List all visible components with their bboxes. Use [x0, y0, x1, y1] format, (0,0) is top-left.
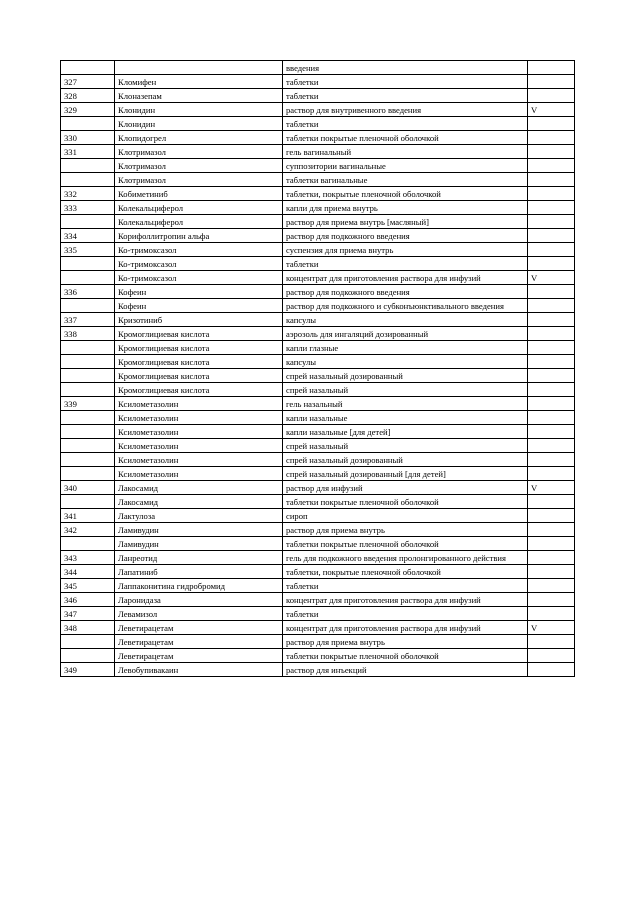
row-number-cell [61, 495, 115, 509]
drug-name-cell: Ксилометазолин [115, 453, 283, 467]
flag-cell [528, 201, 575, 215]
table-row [61, 285, 575, 299]
flag-cell [528, 397, 575, 411]
drug-name-cell: Ко-тримоксазол [115, 243, 283, 257]
row-number-cell: 330 [61, 131, 115, 145]
table-row [61, 495, 575, 509]
row-number-cell [61, 173, 115, 187]
drug-name-cell: Кромоглициевая кислота [115, 383, 283, 397]
drug-name-cell: Лакосамид [115, 495, 283, 509]
dosage-form-cell: таблетки вагинальные [283, 173, 528, 187]
row-number-cell [61, 159, 115, 173]
drug-name-cell: Клотримазол [115, 159, 283, 173]
drug-name-cell: Леветирацетам [115, 635, 283, 649]
drug-name-cell: Клонидин [115, 103, 283, 117]
dosage-form-cell: таблетки [283, 89, 528, 103]
flag-cell [528, 593, 575, 607]
row-number-cell [61, 649, 115, 663]
dosage-form-cell: таблетки [283, 75, 528, 89]
table-row [61, 621, 575, 635]
table-row [61, 453, 575, 467]
dosage-form-cell: капсулы [283, 313, 528, 327]
flag-cell [528, 425, 575, 439]
row-number-cell: 342 [61, 523, 115, 537]
table-row [61, 299, 575, 313]
row-number-cell: 340 [61, 481, 115, 495]
flag-cell: V [528, 271, 575, 285]
dosage-form-cell: капли глазные [283, 341, 528, 355]
flag-cell [528, 89, 575, 103]
flag-cell [528, 579, 575, 593]
dosage-form-cell: спрей назальный [283, 439, 528, 453]
row-number-cell: 328 [61, 89, 115, 103]
drug-name-cell: Лаппаконитина гидробромид [115, 579, 283, 593]
drug-name-cell: Кломифен [115, 75, 283, 89]
row-number-cell: 341 [61, 509, 115, 523]
drug-name-cell: Корифоллитропин альфа [115, 229, 283, 243]
flag-cell [528, 285, 575, 299]
drug-name-cell: Ксилометазолин [115, 425, 283, 439]
drug-name-cell: Лактулоза [115, 509, 283, 523]
row-number-cell [61, 453, 115, 467]
drug-name-cell: Ко-тримоксазол [115, 257, 283, 271]
dosage-form-cell: раствор для инфузий [283, 481, 528, 495]
row-number-cell: 343 [61, 551, 115, 565]
dosage-form-cell: аэрозоль для ингаляций дозированный [283, 327, 528, 341]
row-number-cell: 333 [61, 201, 115, 215]
drug-name-cell: Леветирацетам [115, 649, 283, 663]
flag-cell [528, 607, 575, 621]
flag-cell [528, 453, 575, 467]
row-number-cell: 335 [61, 243, 115, 257]
drug-name-cell: Ламивудин [115, 523, 283, 537]
table-row [61, 187, 575, 201]
dosage-form-cell: концентрат для приготовления раствора для инфузий [283, 621, 528, 635]
drug-list-table [60, 60, 575, 677]
flag-cell [528, 341, 575, 355]
drug-name-cell: Кромоглициевая кислота [115, 341, 283, 355]
table-row [61, 313, 575, 327]
dosage-form-cell: таблетки [283, 257, 528, 271]
flag-cell [528, 537, 575, 551]
table-row [61, 229, 575, 243]
dosage-form-cell: раствор для подкожного введения [283, 229, 528, 243]
table-row [61, 593, 575, 607]
table-row [61, 75, 575, 89]
table-row [61, 481, 575, 495]
dosage-form-cell: раствор для подкожного и субконъюнктивального введения [283, 299, 528, 313]
row-number-cell [61, 257, 115, 271]
flag-cell [528, 313, 575, 327]
table-row [61, 159, 575, 173]
dosage-form-cell: гель назальный [283, 397, 528, 411]
dosage-form-cell: суспензия для приема внутрь [283, 243, 528, 257]
table-row [61, 663, 575, 677]
drug-name-cell: Ларонидаза [115, 593, 283, 607]
drug-name-cell: Ксилометазолин [115, 397, 283, 411]
drug-name-cell: Кризотиниб [115, 313, 283, 327]
row-number-cell: 329 [61, 103, 115, 117]
dosage-form-cell: спрей назальный дозированный [283, 453, 528, 467]
row-number-cell [61, 411, 115, 425]
row-number-cell: 332 [61, 187, 115, 201]
dosage-form-cell: капсулы [283, 355, 528, 369]
drug-list-body [61, 61, 575, 677]
dosage-form-cell: раствор для приема внутрь [283, 523, 528, 537]
table-row [61, 509, 575, 523]
flag-cell [528, 75, 575, 89]
drug-name-cell: Кромоглициевая кислота [115, 327, 283, 341]
table-row [61, 383, 575, 397]
drug-name-cell [115, 61, 283, 75]
table-row [61, 215, 575, 229]
flag-cell [528, 327, 575, 341]
table-row [61, 103, 575, 117]
row-number-cell [61, 215, 115, 229]
row-number-cell [61, 383, 115, 397]
table-row [61, 649, 575, 663]
table-row [61, 537, 575, 551]
drug-name-cell: Кофеин [115, 299, 283, 313]
table-row [61, 551, 575, 565]
flag-cell [528, 215, 575, 229]
dosage-form-cell: спрей назальный [283, 383, 528, 397]
dosage-form-cell: таблетки покрытые пленочной оболочкой [283, 537, 528, 551]
row-number-cell: 338 [61, 327, 115, 341]
drug-name-cell: Кобиметиниб [115, 187, 283, 201]
drug-name-cell: Левамизол [115, 607, 283, 621]
drug-name-cell: Ко-тримоксазол [115, 271, 283, 285]
dosage-form-cell: введения [283, 61, 528, 75]
table-row [61, 355, 575, 369]
table-row [61, 607, 575, 621]
dosage-form-cell: суппозитории вагинальные [283, 159, 528, 173]
row-number-cell: 348 [61, 621, 115, 635]
table-row [61, 425, 575, 439]
table-row [61, 397, 575, 411]
flag-cell [528, 257, 575, 271]
flag-cell [528, 369, 575, 383]
dosage-form-cell: раствор для внутривенного введения [283, 103, 528, 117]
drug-name-cell: Клопидогрел [115, 131, 283, 145]
flag-cell [528, 243, 575, 257]
flag-cell [528, 439, 575, 453]
drug-name-cell: Кофеин [115, 285, 283, 299]
drug-name-cell: Ламивудин [115, 537, 283, 551]
row-number-cell [61, 271, 115, 285]
flag-cell [528, 145, 575, 159]
dosage-form-cell: гель вагинальный [283, 145, 528, 159]
dosage-form-cell: раствор для приема внутрь [283, 635, 528, 649]
flag-cell [528, 173, 575, 187]
row-number-cell: 327 [61, 75, 115, 89]
flag-cell [528, 383, 575, 397]
flag-cell [528, 229, 575, 243]
dosage-form-cell: таблетки покрытые пленочной оболочкой [283, 495, 528, 509]
table-row [61, 467, 575, 481]
table-row [61, 565, 575, 579]
flag-cell [528, 649, 575, 663]
flag-cell [528, 117, 575, 131]
row-number-cell [61, 635, 115, 649]
flag-cell [528, 61, 575, 75]
flag-cell [528, 355, 575, 369]
table-row [61, 117, 575, 131]
flag-cell [528, 159, 575, 173]
dosage-form-cell: таблетки покрытые пленочной оболочкой [283, 649, 528, 663]
flag-cell [528, 495, 575, 509]
flag-cell: V [528, 103, 575, 117]
dosage-form-cell: спрей назальный дозированный [283, 369, 528, 383]
table-row [61, 635, 575, 649]
drug-name-cell: Левобупивакаин [115, 663, 283, 677]
table-row [61, 411, 575, 425]
drug-name-cell: Колекальциферол [115, 201, 283, 215]
row-number-cell: 346 [61, 593, 115, 607]
drug-name-cell: Кромоглициевая кислота [115, 355, 283, 369]
drug-name-cell: Леветирацетам [115, 621, 283, 635]
flag-cell [528, 523, 575, 537]
table-row [61, 61, 575, 75]
table-row [61, 523, 575, 537]
table-row [61, 173, 575, 187]
flag-cell [528, 467, 575, 481]
flag-cell [528, 663, 575, 677]
row-number-cell: 337 [61, 313, 115, 327]
drug-name-cell: Ксилометазолин [115, 411, 283, 425]
dosage-form-cell: таблетки, покрытые пленочной оболочкой [283, 565, 528, 579]
flag-cell: V [528, 621, 575, 635]
row-number-cell [61, 355, 115, 369]
dosage-form-cell: раствор для приема внутрь [масляный] [283, 215, 528, 229]
dosage-form-cell: таблетки, покрытые пленочной оболочкой [283, 187, 528, 201]
table-row [61, 369, 575, 383]
drug-name-cell: Ксилометазолин [115, 439, 283, 453]
flag-cell [528, 565, 575, 579]
dosage-form-cell: концентрат для приготовления раствора для инфузий [283, 593, 528, 607]
drug-name-cell: Ланреотид [115, 551, 283, 565]
table-row [61, 257, 575, 271]
dosage-form-cell: спрей назальный дозированный [для детей] [283, 467, 528, 481]
dosage-form-cell: таблетки [283, 607, 528, 621]
row-number-cell [61, 439, 115, 453]
row-number-cell [61, 341, 115, 355]
dosage-form-cell: концентрат для приготовления раствора для инфузий [283, 271, 528, 285]
table-row [61, 89, 575, 103]
drug-name-cell: Кромоглициевая кислота [115, 369, 283, 383]
dosage-form-cell: капли для приема внутрь [283, 201, 528, 215]
drug-name-cell: Лакосамид [115, 481, 283, 495]
table-row [61, 145, 575, 159]
table-row [61, 243, 575, 257]
flag-cell [528, 635, 575, 649]
row-number-cell: 347 [61, 607, 115, 621]
drug-name-cell: Ксилометазолин [115, 467, 283, 481]
drug-name-cell: Колекальциферол [115, 215, 283, 229]
flag-cell [528, 299, 575, 313]
dosage-form-cell: капли назальные [283, 411, 528, 425]
dosage-form-cell: таблетки [283, 579, 528, 593]
dosage-form-cell: раствор для инъекций [283, 663, 528, 677]
table-row [61, 439, 575, 453]
row-number-cell: 334 [61, 229, 115, 243]
row-number-cell: 349 [61, 663, 115, 677]
drug-name-cell: Клонидин [115, 117, 283, 131]
drug-name-cell: Клотримазол [115, 145, 283, 159]
drug-name-cell: Клоназепам [115, 89, 283, 103]
flag-cell [528, 131, 575, 145]
row-number-cell [61, 467, 115, 481]
table-row [61, 201, 575, 215]
flag-cell [528, 509, 575, 523]
drug-name-cell: Клотримазол [115, 173, 283, 187]
table-row [61, 327, 575, 341]
flag-cell [528, 411, 575, 425]
flag-cell [528, 187, 575, 201]
row-number-cell [61, 117, 115, 131]
row-number-cell: 336 [61, 285, 115, 299]
dosage-form-cell: таблетки покрытые пленочной оболочкой [283, 131, 528, 145]
flag-cell: V [528, 481, 575, 495]
row-number-cell [61, 299, 115, 313]
dosage-form-cell: капли назальные [для детей] [283, 425, 528, 439]
dosage-form-cell: сироп [283, 509, 528, 523]
row-number-cell: 339 [61, 397, 115, 411]
drug-name-cell: Лапатиниб [115, 565, 283, 579]
row-number-cell: 331 [61, 145, 115, 159]
row-number-cell: 344 [61, 565, 115, 579]
flag-cell [528, 551, 575, 565]
row-number-cell [61, 369, 115, 383]
row-number-cell [61, 537, 115, 551]
table-row [61, 341, 575, 355]
row-number-cell [61, 61, 115, 75]
table-row [61, 579, 575, 593]
table-row [61, 271, 575, 285]
row-number-cell [61, 425, 115, 439]
row-number-cell: 345 [61, 579, 115, 593]
dosage-form-cell: гель для подкожного введения пролонгированного действия [283, 551, 528, 565]
table-row [61, 131, 575, 145]
dosage-form-cell: таблетки [283, 117, 528, 131]
dosage-form-cell: раствор для подкожного введения [283, 285, 528, 299]
